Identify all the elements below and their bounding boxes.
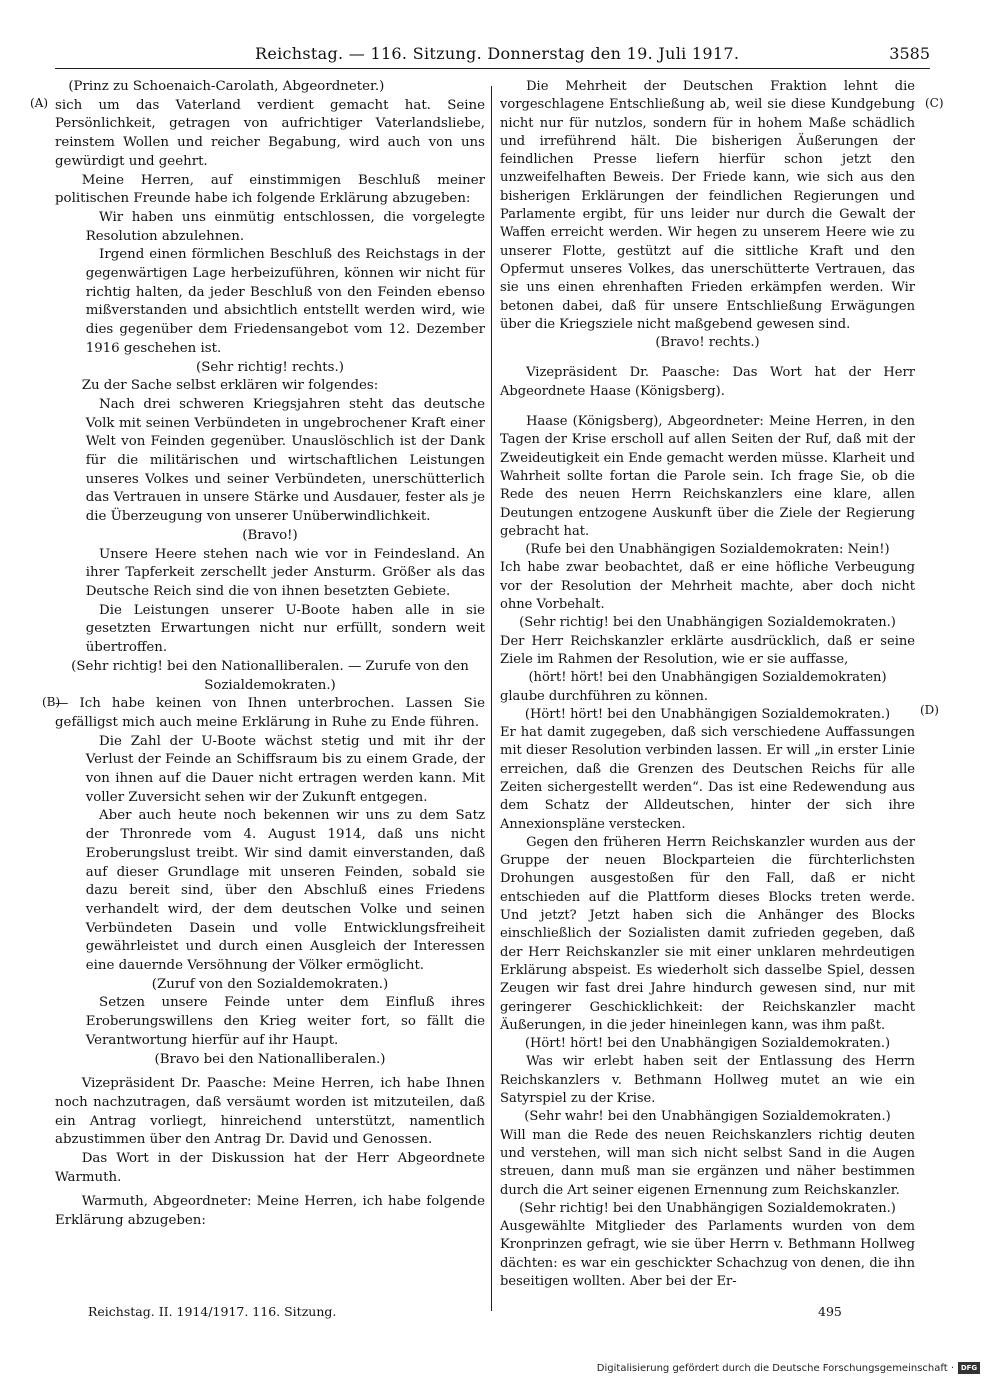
footer-source: Reichstag. II. 1914/1917. 116. Sitzung. <box>88 1304 337 1319</box>
paragraph: Ich habe zwar beobachtet, daß er eine höfliche Verbeugung vor der Resolution der Mehrheit machte, aber doch nicht ohne Vorbehalt. <box>500 560 915 613</box>
paragraph: Er hat damit zugegeben, daß sich verschiedene Auffassungen mit dieser Resolution verbinden lassen. Er will „in erster Linie erreichen, daß die Grenzen des Deutschen Reichs für alle Zeiten sichergestellt werden“. Das ist eine Redewendung aus dem Schatz der Alldeutschen, hinter der sich ihre Annexionspläne verstecken. <box>500 725 915 832</box>
margin-marker-b: (B) <box>42 695 61 709</box>
interjection: (Sehr richtig! bei den Nationalliberalen. — Zurufe von den Sozialdemokraten.) <box>71 658 469 693</box>
declaration-paragraph: Unsere Heere stehen nach wie vor in Feindesland. An ihrer Tapferkeit zerschellt jeder Ansturm. Größer als das Deutsche Reich sind die von ihnen besetzten Gebiete. <box>85 546 485 599</box>
interjection: (Sehr richtig! rechts.) <box>196 359 344 375</box>
paragraph: Vizepräsident Dr. Paasche: Meine Herren, ich habe Ihnen noch nachzutragen, daß versäumt worden ist mitzuteilen, daß ein Antrag vorliegt, hinreichend unterstützt, namentlich abzustimmen über den Antrag Dr. David und Genossen. <box>55 1076 485 1148</box>
page-number: 3585 <box>889 44 930 63</box>
declaration-paragraph: Irgend einen förmlichen Beschluß des Reichstags in der gegenwärtigen Lage herbeizuführen, können wir nicht für richtig halten, da jeder Beschluß von den Feinden ebenso mißverstanden und absichtlich entstellt werden wird, wie dies gegenüber dem Friedensangebot vom 12. Dezember 1916 geschehen ist. <box>85 247 485 356</box>
interjection: (Zuruf von den Sozialdemokraten.) <box>151 976 389 992</box>
margin-marker-d: (D) <box>920 703 939 717</box>
paragraph: Warmuth, Abgeordneter: Meine Herren, ich habe folgende Erklärung abzugeben: <box>55 1194 485 1229</box>
declaration-paragraph: Nach drei schweren Kriegsjahren steht das deutsche Volk mit seinen Verbündeten in ungebrochener Kraft einer Welt von Feinden gegenüber. Unauslöschlich ist der Dank für die militärischen und wirtschaftlichen Leistungen unseres Volkes und seiner Verbündeten, unerschütterlich das Vertrauen in unsere Stärke und Ausdauer, fester als je die Überzeugung von unserer Unüberwindlichkeit. <box>85 396 485 525</box>
paragraph: — Ich habe keinen von Ihnen unterbrochen. Lassen Sie gefälligst mich auch meine Erklärung in Ruhe zu Ende führen. <box>55 696 485 730</box>
left-column <box>55 78 485 1231</box>
paragraph: Meine Herren, auf einstimmigen Beschluß meiner politischen Freunde habe ich folgende Erklärung abzugeben: <box>55 172 485 207</box>
margin-marker-a: (A) <box>30 96 49 110</box>
interjection: (Sehr wahr! bei den Unabhängigen Sozialdemokraten.) <box>524 1109 891 1125</box>
speaker-continuation: (Prinz zu Schoenaich-Carolath, Abgeordneter.) <box>68 79 385 94</box>
header-rule <box>55 68 930 69</box>
right-column <box>500 78 915 1291</box>
interjection: (hört! hört! bei den Unabhängigen Sozialdemokraten) <box>528 670 887 686</box>
column-divider <box>491 86 492 1311</box>
paragraph: Will man die Rede des neuen Reichskanzlers richtig deuten und verstehen, will man sich nicht selbst Sand in die Augen streuen, dann muß man sie ergänzen und näher bestimmen durch die Art seiner eigenen Ernennung zum Reichskanzler. <box>500 1127 915 1198</box>
interjection: (Bravo bei den Nationalliberalen.) <box>154 1051 386 1067</box>
declaration-paragraph: Wir haben uns einmütig entschlossen, die vorgelegte Resolution abzulehnen. <box>85 209 485 244</box>
margin-marker-c: (C) <box>925 96 944 110</box>
paragraph: Zu der Sache selbst erklären wir folgendes: <box>81 378 379 394</box>
interjection: (Hört! hört! bei den Unabhängigen Sozialdemokraten.) <box>524 1036 891 1052</box>
paragraph: Ausgewählte Mitglieder des Parlaments wurden von dem Kronprinzen gefragt, wie sie über Herrn v. Bethmann Hollweg dächten: es war ein geschickter Schachzug von denen, die ihn beseitigen wollten. Aber bei der Er- <box>500 1219 915 1289</box>
interjection: (Bravo! rechts.) <box>655 335 760 351</box>
interjection: (Rufe bei den Unabhängigen Sozialdemokraten: Nein!) <box>525 542 890 558</box>
paragraph: Gegen den früheren Herrn Reichskanzler wurden aus der Gruppe der neuen Blockparteien die fürchterlichsten Drohungen ausgestoßen für den Fall, daß er nicht entschieden auf die Plattform dieses Blocks treten werde. Und jetzt? Jetzt haben sich die Anhänger des Blocks einschließlich der Sozialisten damit zufrieden gegeben, daß der Herr Reichskanzler sie mit einer unklaren mehrdeutigen Erklärung abspeist. Es wiederholt sich dasselbe Spiel, dessen Zeugen wir fast drei Jahre hindurch gewesen sind, nur mit geringerer Geschicklichkeit: der Reichskanzler macht Äußerungen, in die jeder hineinlegen kann, was ihm paßt. <box>500 834 915 1033</box>
paragraph: Die Mehrheit der Deutschen Fraktion lehnt die vorgeschlagene Entschließung ab, weil sie diese Kundgebung nicht nur für nutzlos, sondern für in hohem Maße schädlich und irreführend hält. Die bisherigen Äußerungen der feindlichen Presse liefern hierfür schon jetzt den unzweifelhaften Beweis. Der Friede kann, wie sich aus den bisherigen Erklärungen der feindlichen Regierungen und Parlamente ergibt, für uns leider nur durch die Gewalt der Waffen erreicht werden. Wir hegen zu unserem Heere wie zu unserer Flotte, gestützt auf die sittliche Kraft und den Opfermut unseres Volkes, das unerschütterte Vertrauen, das sie uns einen ehrenhaften Frieden erkämpfen werden. Wir betonen dabei, daß für unsere Entschließung Erwägungen über die Kriegsziele nicht maßgebend gewesen sind. <box>500 79 915 332</box>
declaration-paragraph: Die Zahl der U-Boote wächst stetig und mit ihr der Verlust der Feinde an Schiffsraum bis zu einem Grade, der von ihnen auf die Dauer nicht ertragen werden kann. Mit voller Zuversicht sehen wir der Zukunft entgegen. <box>85 733 485 805</box>
dfg-credit <box>597 1362 980 1374</box>
paragraph: glaube durchführen zu können. <box>500 688 709 704</box>
paragraph: Der Herr Reichskanzler erklärte ausdrücklich, daß er seine Ziele im Rahmen der Resolution, wie er sie auffasse, <box>500 633 915 667</box>
declaration-paragraph: Die Leistungen unserer U-Boote haben alle in sie gesetzten Erwartungen nicht nur erfüllt, sondern weit übertroffen. <box>85 602 485 656</box>
paragraph: Haase (Königsberg), Abgeordneter: Meine Herren, in den Tagen der Krise erscholl auf allen Seiten der Ruf, daß mit der Zweideutigkeit ein Ende gemacht werden müsse. Klarheit und Wahrheit sollte fortan die Parole sein. Ich frage Sie, ob die Rede des neuen Herrn Reichskanzlers eine klare, allen Deutungen entzogene Auskunft über die Ziele der Regierung gebracht hat. <box>500 414 915 539</box>
declaration-paragraph: Aber auch heute noch bekennen wir uns zu dem Satz der Thronrede vom 4. August 1914, daß uns nicht Eroberungslust treibt. Wir sind damit einverstanden, daß auf dieser Grundlage mit unseren Feinden, sobald sie dazu bereit sind, über den Abschluß eines Friedens verhandelt wird, der dem deutschen Volke und seinen Verbündeten Dasein und volle Entwicklungsfreiheit gewährleistet und durch einen Ausgleich der Interessen eine dauernde Versöhnung der Völker ermöglicht. <box>85 808 485 974</box>
paragraph: Das Wort in der Diskussion hat der Herr Abgeordnete Warmuth. <box>55 1151 485 1185</box>
interjection: (Hört! hört! bei den Unabhängigen Sozialdemokraten.) <box>524 706 891 722</box>
paragraph: Was wir erlebt haben seit der Entlassung des Herrn Reichskanzlers v. Bethmann Hollweg mutet an wie ein Satyrspiel zu der Krise. <box>500 1054 915 1107</box>
interjection: (Bravo!) <box>242 527 298 543</box>
page-header <box>55 42 930 68</box>
footer-page-number: 495 <box>818 1304 842 1319</box>
interjection: (Sehr richtig! bei den Unabhängigen Sozialdemokraten.) <box>519 1200 896 1216</box>
dfg-credit-text: Digitalisierung gefördert durch die Deutsche Forschungsgemeinschaft · <box>596 1362 954 1374</box>
dfg-logo-icon: DFG <box>958 1362 980 1374</box>
header-title: Reichstag. — 116. Sitzung. Donnerstag den 19. Juli 1917. <box>255 44 740 63</box>
interjection: (Sehr richtig! bei den Unabhängigen Sozialdemokraten.) <box>519 615 896 631</box>
paragraph: sich um das Vaterland verdient gemacht hat. Seine Persönlichkeit, getragen von aufrichtiger Vaterlandsliebe, reinstem Wollen und reicher Begabung, wird auch von uns gewürdigt und geehrt. <box>55 97 485 169</box>
declaration-paragraph: Setzen unsere Feinde unter dem Einfluß ihres Eroberungswillens den Krieg weiter fort, so fällt die Verantwortung hierfür auf ihr Haupt. <box>85 995 485 1048</box>
paragraph: Vizepräsident Dr. Paasche: Das Wort hat der Herr Abgeordnete Haase (Königsberg). <box>500 365 915 399</box>
